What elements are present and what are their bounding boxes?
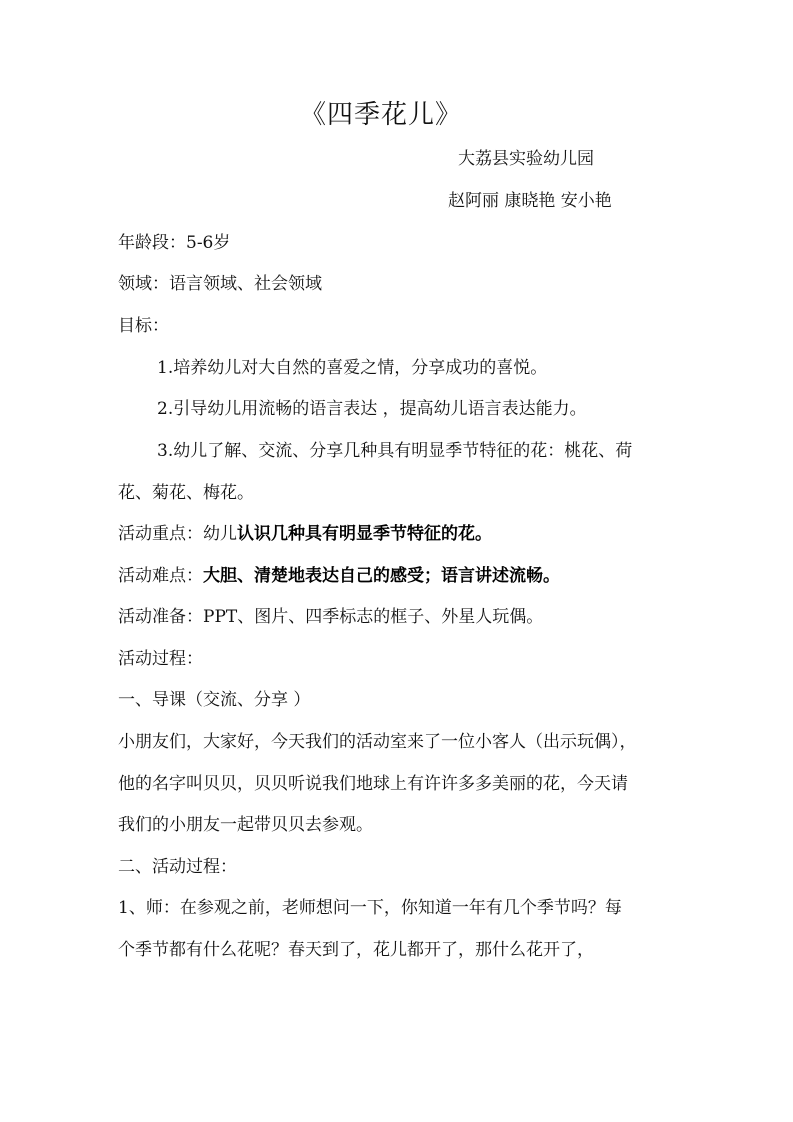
age-group-line: 年龄段：5-6岁 [118, 233, 231, 253]
difficulty-line [118, 565, 560, 587]
document-title: 《四季花儿》 [300, 100, 463, 130]
goal-item-3: 3.幼儿了解、交流、分享几种具有明显季节特征的花：桃花、荷 [157, 441, 633, 461]
section-2-paragraph-line: 个季节都有什么花呢？春天到了，花儿都开了，那什么花开了， [118, 940, 594, 960]
preparation-line: 活动准备：PPT、图片、四季标志的框子、外星人玩偶。 [118, 607, 544, 627]
goals-label: 目标： [118, 316, 169, 336]
goal-item-1: 1.培养幼儿对大自然的喜爱之情，分享成功的喜悦。 [157, 358, 548, 378]
section-2-paragraph-line: 1、师：在参观之前，老师想问一下，你知道一年有几个季节吗？每 [118, 898, 622, 918]
difficulty-label: 活动难点： [118, 566, 203, 586]
school-name: 大荔县实验幼儿园 [458, 149, 594, 169]
difficulty-text: 大胆、清楚地表达自己的感受；语言讲述流畅。 [203, 566, 560, 586]
key-point-line [118, 523, 492, 545]
section-2-heading: 二、活动过程： [118, 857, 237, 877]
domain-line: 领域：语言领域、社会领域 [118, 274, 322, 294]
goal-item-2: 2.引导幼儿用流畅的语言表达 ，提高幼儿语言表达能力。 [157, 399, 587, 419]
section-1-paragraph-line: 他的名字叫贝贝，贝贝听说我们地球上有许许多多美丽的花，今天请 [118, 774, 628, 794]
author-names: 赵阿丽 康晓艳 安小艳 [448, 191, 612, 211]
section-1-paragraph-line: 小朋友们，大家好，今天我们的活动室来了一位小客人（出示玩偶）， [118, 732, 637, 752]
goal-item-3-continued: 花、菊花、梅花。 [118, 483, 254, 503]
process-label: 活动过程： [118, 649, 203, 669]
key-point-label: 活动重点：幼儿 [118, 524, 237, 544]
section-1-heading: 一、导课（交流、分享 ） [118, 690, 311, 710]
key-point-text: 认识几种具有明显季节特征的花。 [237, 524, 492, 544]
section-1-paragraph-line: 我们的小朋友一起带贝贝去参观。 [118, 815, 373, 835]
